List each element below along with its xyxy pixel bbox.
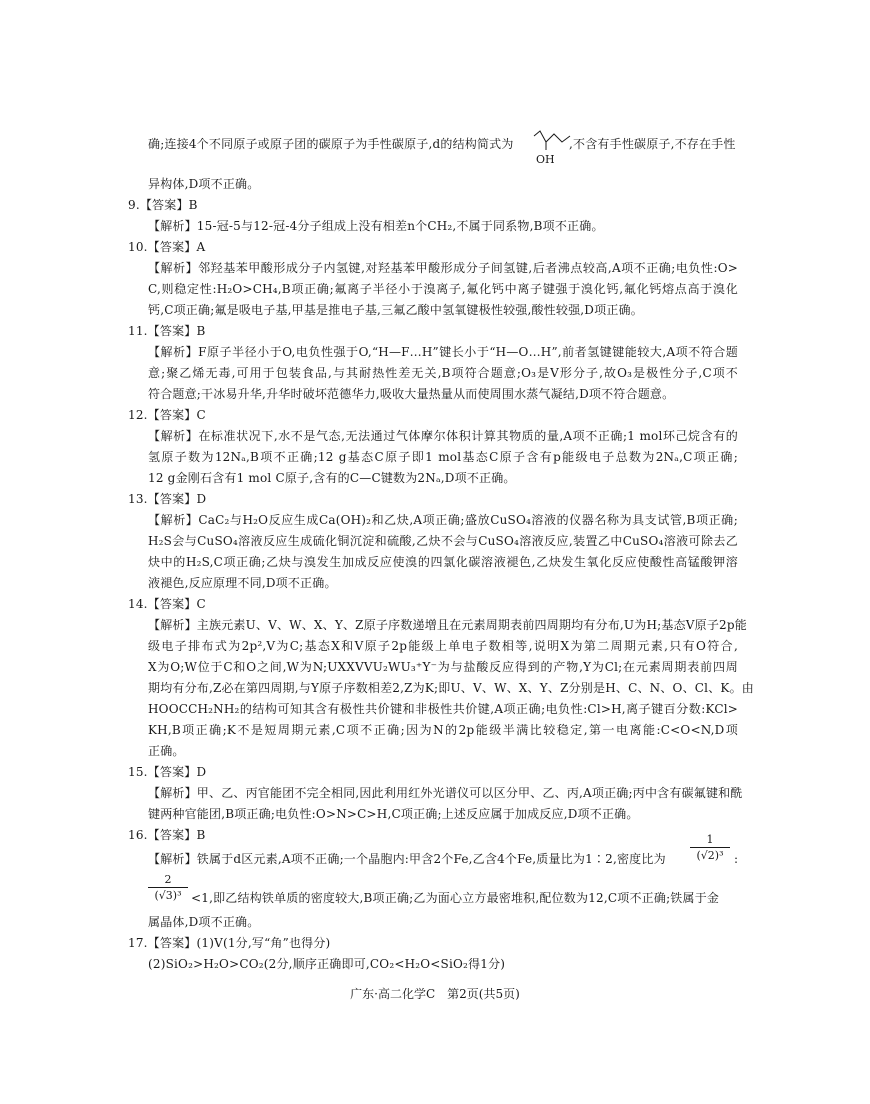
analysis-line: 【解析】甲、乙、丙官能团不完全相同,因此利用红外光谱仪可以区分甲、乙、丙,A项正确;丙中含有碳氟键和酰 xyxy=(148,786,743,800)
density-fraction-1 xyxy=(690,833,730,862)
analysis-line: 键两种官能团,B项正确;电负性:O>N>C>H,C项正确;上述反应属于加成反应,D项不正确。 xyxy=(148,807,639,821)
answer-heading-14: 14.【答案】C xyxy=(128,597,206,611)
analysis-line: 液褪色,反应原理不同,D项不正确。 xyxy=(148,576,337,590)
analysis-line: 氢原子数为12Nₐ,B项不正确;12 g基态C原子即1 mol基态C原子含有p能级电子总数为2Nₐ,C项正确; xyxy=(148,450,738,464)
analysis-line: 期均有分布,Z必在第四周期,与Y原子序数相差2,Z为K;即U、V、W、X、Y、Z分别是H、C、N、O、Cl、K。由 xyxy=(148,681,754,695)
fraction-numerator: 2 xyxy=(164,873,172,886)
fraction-bar xyxy=(148,887,188,888)
fraction-bar xyxy=(690,847,730,848)
ratio-colon: : xyxy=(734,852,739,866)
answer-heading-12: 12.【答案】C xyxy=(128,408,206,422)
analysis-line: X为O;W位于C和O之间,W为N;UXXVVU₂WU₃⁺Y⁻为与盐酸反应得到的产物,Y为Cl;在元素周期表前四周 xyxy=(148,660,738,674)
analysis-line: 【解析】CaC₂与H₂O反应生成Ca(OH)₂和乙炔,A项正确;盛放CuSO₄溶液的仪器名称为具支试管,B项正确; xyxy=(148,513,738,527)
page-footer: 广东·高二化学C 第2页(共5页) xyxy=(350,987,520,1001)
analysis-line: 意;聚乙烯无毒,可用于包装食品,与其耐热性差无关,B项符合题意;O₃是V形分子,故O₃是极性分子,C项不 xyxy=(148,366,738,380)
analysis-line: <1,即乙结构铁单质的密度较大,B项正确;乙为面心立方最密堆积,配位数为12,C项不正确;铁属于金 xyxy=(191,891,720,905)
answer-line: (2)SiO₂>H₂O>CO₂(2分,顺序正确即可,CO₂<H₂O<SiO₂得1分) xyxy=(148,957,506,971)
analysis-line: 【解析】在标准状况下,水不是气态,无法通过气体摩尔体积计算其物质的量,A项不正确;1 mol环己烷含有的 xyxy=(148,429,738,443)
fraction-denominator: (√2)³ xyxy=(696,849,724,862)
text-line: ,不含有手性碳原子,不存在手性 xyxy=(569,137,736,151)
answer-heading-16: 16.【答案】B xyxy=(128,828,206,842)
analysis-line: 【解析】15-冠-5与12-冠-4分子组成上没有相差n个CH₂,不属于同系物,B项不正确。 xyxy=(148,219,604,233)
analysis-line: 符合题意;干冰易升华,升华时破坏范德华力,吸收大量热量从而使周围水蒸气凝结,D项不符合题意。 xyxy=(148,387,675,401)
answer-heading-17: 17.【答案】(1)V(1分,写“角”也得分) xyxy=(128,936,331,950)
text-line: 确;连接4个不同原子或原子团的碳原子为手性碳原子,d的结构简式为 xyxy=(148,137,514,151)
analysis-line: KH,B项正确;K不是短周期元素,C项不正确;因为N的2p能级半满比较稳定,第一电离能:C<O<N,D项 xyxy=(148,723,738,737)
text-line: 异构体,D项不正确。 xyxy=(148,177,260,191)
density-fraction-2 xyxy=(148,873,188,902)
analysis-line: 级电子排布式为2p²,V为C;基态X和V原子2p能级上单电子数相等,说明X为第二周期元素,只有O符合, xyxy=(148,639,738,653)
analysis-line: 【解析】主族元素U、V、W、X、Y、Z原子序数递增且在元素周期表前四周期均有分布,U为H;基态V原子2p能 xyxy=(148,618,747,632)
analysis-line: H₂S会与CuSO₄溶液反应生成硫化铜沉淀和硫酸,乙炔不会与CuSO₄溶液反应,装置乙中CuSO₄溶液可除去乙 xyxy=(148,534,738,548)
analysis-line: 属晶体,D项不正确。 xyxy=(148,915,260,929)
analysis-line: 炔中的H₂S,C项正确;乙炔与溴发生加成反应使溴的四氯化碳溶液褪色,乙炔发生氧化反应使酸性高锰酸钾溶 xyxy=(148,555,738,569)
answer-heading-13: 13.【答案】D xyxy=(128,492,207,506)
analysis-line: 【解析】邻羟基苯甲酸形成分子内氢键,对羟基苯甲酸形成分子间氢键,后者沸点较高,A项不正确;电负性:O> xyxy=(148,261,738,275)
answer-heading-10: 10.【答案】A xyxy=(128,240,206,254)
analysis-line: 【解析】铁属于d区元素,A项不正确;一个晶胞内:甲含2个Fe,乙含4个Fe,质量比为1∶2,密度比为 xyxy=(148,852,666,866)
analysis-line: 钙,C项正确;氟是吸电子基,甲基是推电子基,三氟乙酸中氢氧键极性较强,酸性较强,D项正确。 xyxy=(148,303,643,317)
hydroxyl-label: OH xyxy=(536,153,555,166)
answer-heading-15: 15.【答案】D xyxy=(128,765,207,779)
analysis-line: C,则稳定性:H₂O>CH₄,B项正确;氟离子半径小于溴离子,氟化钙中离子键强于溴化钙,氟化钙熔点高于溴化 xyxy=(148,282,738,296)
analysis-line: HOOCCH₂NH₂的结构可知其含有极性共价键和非极性共价键,A项正确;电负性:Cl>H,离子键百分数:KCl> xyxy=(148,702,738,716)
answer-heading-11: 11.【答案】B xyxy=(128,324,206,338)
answer-heading-9: 9.【答案】B xyxy=(128,198,198,212)
fraction-numerator: 1 xyxy=(706,833,714,846)
fraction-denominator: (√3)³ xyxy=(154,889,182,902)
analysis-line: 12 g金刚石含有1 mol C原子,含有的C—C键数为2Nₐ,D项不正确。 xyxy=(148,471,516,485)
analysis-line: 正确。 xyxy=(148,744,185,758)
analysis-line: 【解析】F原子半径小于O,电负性强于O,“H—F…H”键长小于“H—O…H”,前者氢键键能较大,A项不符合题 xyxy=(148,345,738,359)
